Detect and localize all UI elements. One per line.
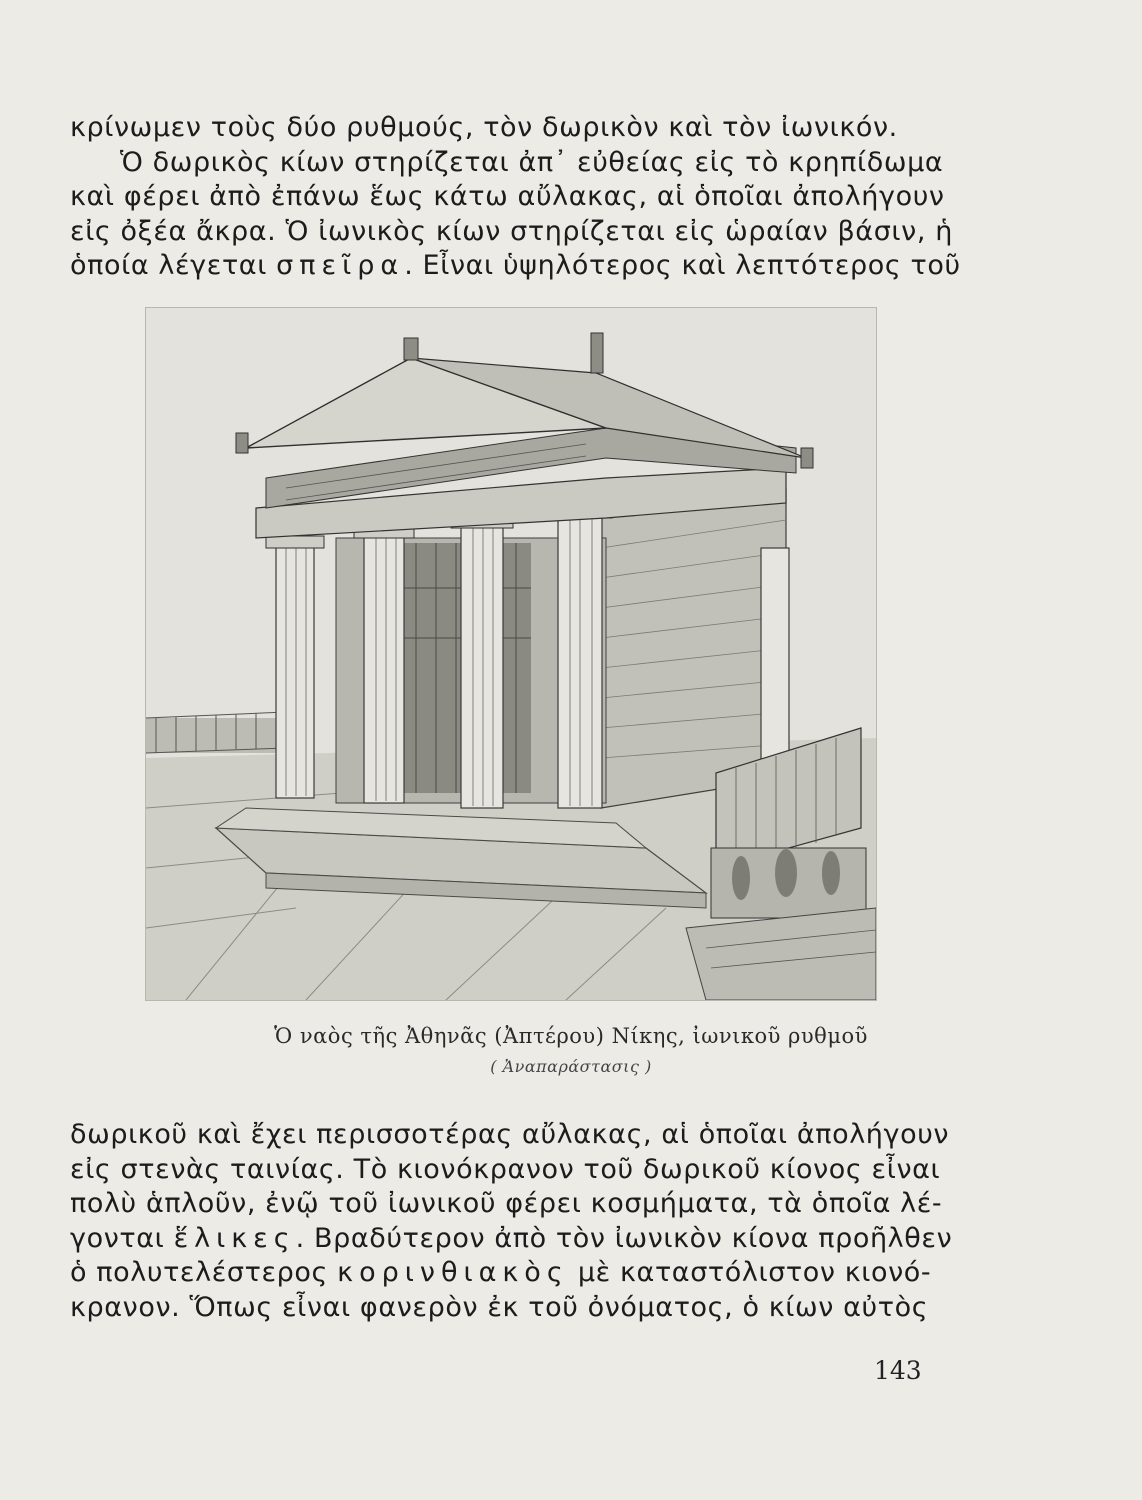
text-fragment: ὁποία λέγεται: [70, 250, 267, 282]
temple-illustration: [145, 307, 877, 1001]
text-line: [70, 249, 961, 284]
text-line: δωρικοῦ καὶ ἔχει περισσοτέρας αὔλακας, αἱ ὁποῖαι ἀπολήγουν: [70, 1119, 950, 1150]
text-line: [70, 1256, 950, 1291]
text-fragment: μὲ καταστόλιστον κιονό-: [577, 1257, 932, 1289]
page-number: 143: [874, 1356, 922, 1385]
text-line: Ὁ δωρικὸς κίων στηρίζεται ἀπ᾿ εὐθείας εἰς τὸ κρηπίδωμα: [120, 146, 944, 178]
text-line: εἰς ὀξέα ἄκρα. Ὁ ἰωνικὸς κίων στηρίζεται εἰς ὡραίαν βάσιν, ἡ: [70, 215, 953, 247]
term-korinthiakos: κορινθιακὸς: [337, 1257, 569, 1289]
text-line: εἰς στενὰς ταινίας. Τὸ κιονόκρανον τοῦ δωρικοῦ κίονος εἶναι: [70, 1153, 941, 1185]
text-fragment: . Βραδύτερον ἀπὸ τὸν ἰωνικὸν κίονα προῆλθεν: [295, 1222, 953, 1254]
top-paragraph: [70, 111, 961, 284]
figure-caption: Ὁ ναὸς τῆς Ἀθηνᾶς (Ἀπτέρου) Νίκης, ἰωνικοῦ ρυθμοῦ: [274, 1024, 868, 1048]
text-line: [70, 1222, 953, 1257]
term-speira: σπεῖρα: [276, 250, 405, 282]
text-line: πολὺ ἁπλοῦν, ἐνῷ τοῦ ἰωνικοῦ φέρει κοσμήματα, τὰ ὁποῖα λέ-: [70, 1188, 943, 1220]
text-fragment: γονται: [70, 1222, 165, 1254]
text-line: κρίνωμεν τοὺς δύο ρυθμούς, τὸν δωρικὸν καὶ τὸν ἰωνικόν.: [70, 112, 898, 143]
text-line: καὶ φέρει ἀπὸ ἐπάνω ἕως κάτω αὔλακας, αἱ ὁποῖαι ἀπολήγουν: [70, 181, 945, 213]
text-fragment: . Εἶναι ὑψηλότερος καὶ λεπτότερος τοῦ: [404, 250, 961, 282]
text-line: κρανον. Ὅπως εἶναι φανερὸν ἐκ τοῦ ὀνόματος, ὁ κίων αὐτὸς: [70, 1291, 929, 1323]
term-elikes: ἕλικες: [173, 1222, 296, 1254]
text-fragment: ὁ πολυτελέστερος: [70, 1257, 328, 1289]
bottom-paragraph: [70, 1118, 953, 1326]
figure-subcaption: ( Ἀναπαράστασις ): [490, 1057, 652, 1076]
